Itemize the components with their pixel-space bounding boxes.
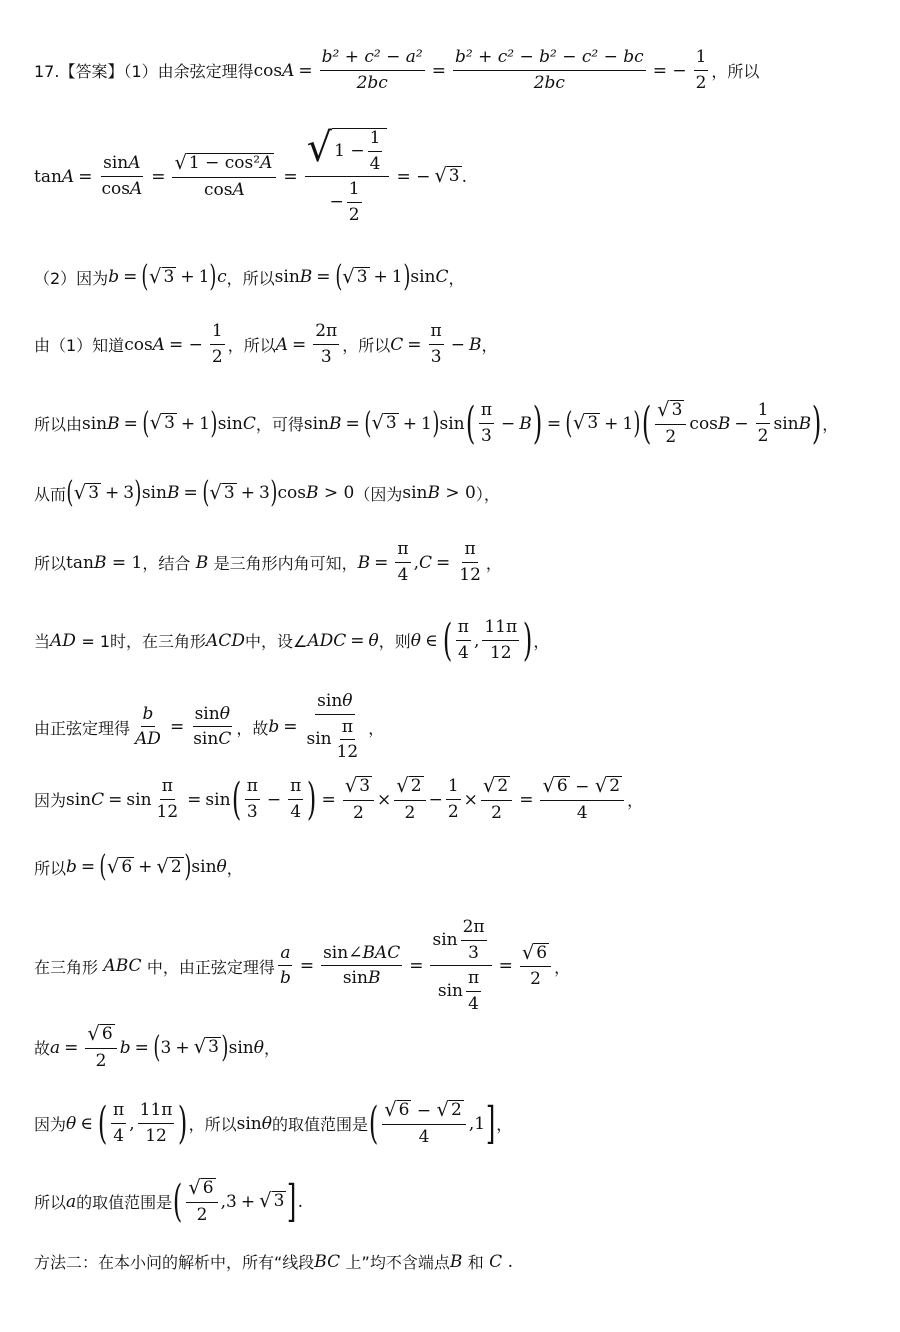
fraction-half: $\frac{1}{2}$ [695,47,707,93]
line-sinC-value: 因为 sin C = sin $\frac{\pi}{12}$ = sin ( $\frac{\pi}{3}$ − $\frac{\pi}{4}$ ) = √ 3 2 × √ 2 2 − $\frac{1}{2}$ × √ 2 2 = √ 6 − √ 2 4 ， [34,773,644,825]
line-theta-range: 当 AD = 1时，在三角形 ACD 中，设∠ ADC = θ ，则 θ ∈ ( $\frac{\pi}{4}$ , $\frac{11\pi}{12}$ ) ， [34,614,550,666]
line-sin-theta-range: 因为 θ ∈ ( $\frac{\pi}{4}$ , $\frac{11\pi}{12}$ ) ，所以 sin θ 的取值范围是 ( √ 6 − √ 2 4 , 1 ] ， [34,1097,513,1149]
fraction-2: $\frac{\text{b² + c² − b² − c² − bc}}{2bc}$ [455,47,644,93]
fraction-1: $\frac{\text{b² + c² − a²}}{2bc}$ [321,47,423,93]
line-given: （2）因为 b = ( √ 3 + 1 ) c ，所以 sin B = ( √ 3 + 1 ) sin C ， [34,259,465,294]
line-a-range: 所以 a 的取值范围是 ( √ 6 2 , 3 + √ 3 ] . [34,1175,303,1227]
line-a-expr: 故 a = √ 6 2 b = ( 3 + √ 3 ) sin θ ， [34,1022,281,1071]
line-sinB-expand: 所以由 sin B = ( √ 3 + 1 ) sin C ，可得 sin B = ( √ 3 + 1 ) sin ( $\frac{\pi}{3}$ − B ) = ( √ 3 + 1 ) ( √ 3 2 cos B − $\frac{1}{2}$ sin B ) ， [34,397,839,449]
line-sine-law-1: 由正弦定理得 $\frac{b}{AD}$ = $\frac{\sin\theta}{\sin C}$ ，故 b = sinθ sin $\frac{\pi}{12}$ ， [34,691,385,763]
line-tanB: 所以 tan B = 1 ，结合 B 是三角形内角可知， B = $\frac{\pi}{4}$ , C = $\frac{\pi}{12}$ ， [34,539,502,585]
line-method-two: 方法二：在本小问的解析中，所有“线段 BC 上”均不含端点 B 和 C . [34,1251,513,1272]
line-simplify: 从而 ( √ 3 + 3 ) sin B = ( √ 3 + 3 ) cos B > 0 （因为 sin B > 0 ）， [34,475,500,510]
line1-label: 17.【答案】（1）由余弦定理得 [34,62,254,82]
line-tanA: tan A = $\frac{\sin A}{\cos A}$ = √ 1 − cos²A cosA = √ 1 − $\frac{1}{4}$ − $\frac{1}{2}$ = − √ 3 . [34,125,468,225]
line-sine-law-2: 在三角形 ABC 中，由正弦定理得 $\frac{a}{b}$ = $\frac{\text{sin∠BAC}}{\sin B}$ = sin $\frac{2\pi}{3}$ sin $\frac{\pi}{4}$ = √ 6 2 ， [34,917,571,1014]
line-b-expr: 所以 b = ( √ 6 + √ 2 ) sin θ ， [34,849,243,884]
line-angleA: 由（1）知道 cos A = − $\frac{1}{2}$ ，所以 A = $\frac{2\pi}{3}$ ，所以 C = $\frac{\pi}{3}$ − B ， [34,321,498,367]
line-cosine-law: 17.【答案】（1）由余弦定理得 cos A = $\frac{\text{b² + c² − a²}}{2bc}$ = $\frac{\text{b² + c² − b² − c² − bc}}{2bc}$ = − $\frac{1}{2}$ ，所以 [34,47,760,93]
